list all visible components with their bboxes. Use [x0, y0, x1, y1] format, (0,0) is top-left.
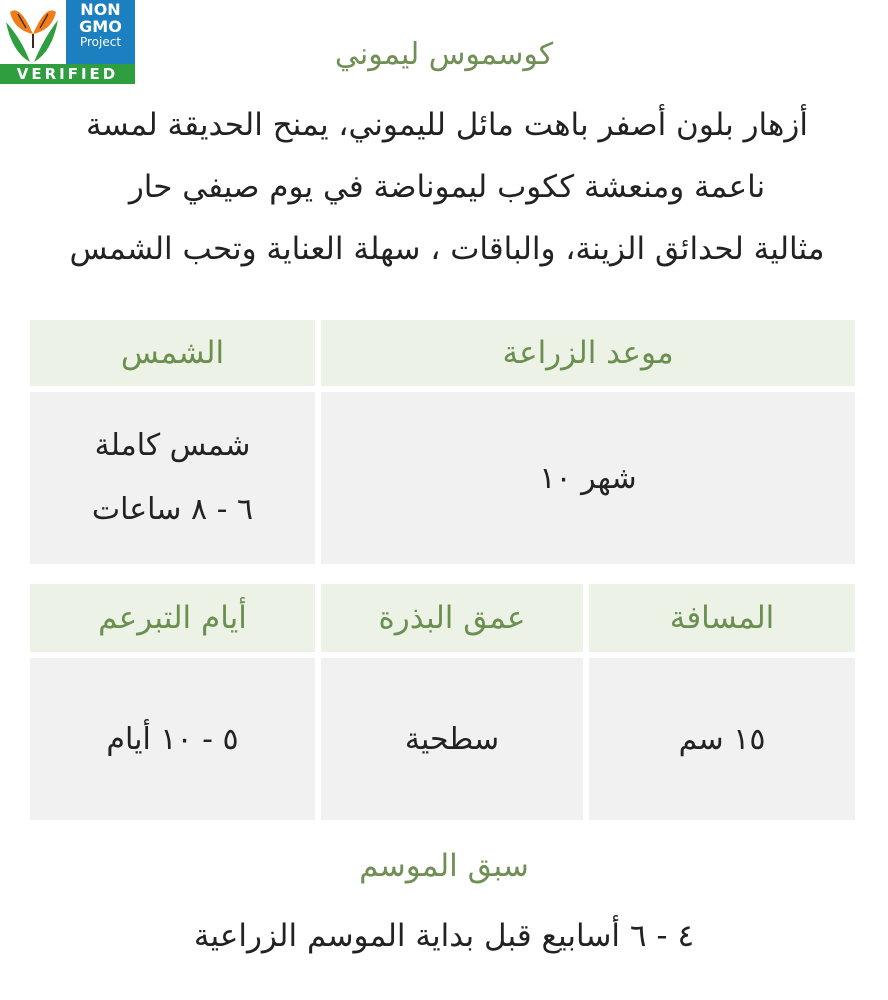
sun-value — [30, 392, 315, 564]
non-gmo-verified-badge — [0, 0, 135, 84]
description-line-1: أزهار بلون أصفر باهت مائل لليموني، يمنح الحديقة لمسة — [86, 107, 808, 143]
seed-depth-header: عمق البذرة — [321, 584, 583, 652]
product-description — [20, 94, 874, 280]
badge-verified-label: VERIFIED — [0, 64, 135, 84]
germination-value: ٥ - ١٠ أيام — [30, 658, 315, 820]
planting-date-header: موعد الزراعة — [321, 320, 855, 386]
pre-season-title: سبق الموسم — [359, 848, 529, 884]
description-line-2: ناعمة ومنعشة ككوب ليموناضة في يوم صيفي حار — [128, 169, 766, 205]
sun-value-line-2: ٦ - ٨ ساعات — [91, 492, 254, 527]
badge-line-gmo: GMO — [79, 17, 122, 36]
description-line-3: مثالية لحدائق الزينة، والباقات ، سهلة العناية وتحب الشمس — [69, 231, 825, 267]
badge-line-non: NON — [80, 0, 121, 19]
badge-line-project: Project — [79, 35, 122, 49]
non-gmo-text-box — [66, 0, 135, 64]
spacing-header: المسافة — [589, 584, 855, 652]
seed-depth-value: سطحية — [321, 658, 583, 820]
pre-season-value: ٤ - ٦ أسابيع قبل بداية الموسم الزراعية — [193, 918, 695, 954]
germination-header: أيام التبرعم — [30, 584, 315, 652]
spacing-value: ١٥ سم — [589, 658, 855, 820]
product-title: كوسموس ليموني — [334, 37, 554, 72]
sun-value-line-1: شمس كاملة — [94, 428, 251, 463]
sun-header: الشمس — [30, 320, 315, 386]
butterfly-leaf-logo-icon — [0, 0, 66, 64]
planting-date-value: شهر ١٠ — [321, 392, 855, 564]
